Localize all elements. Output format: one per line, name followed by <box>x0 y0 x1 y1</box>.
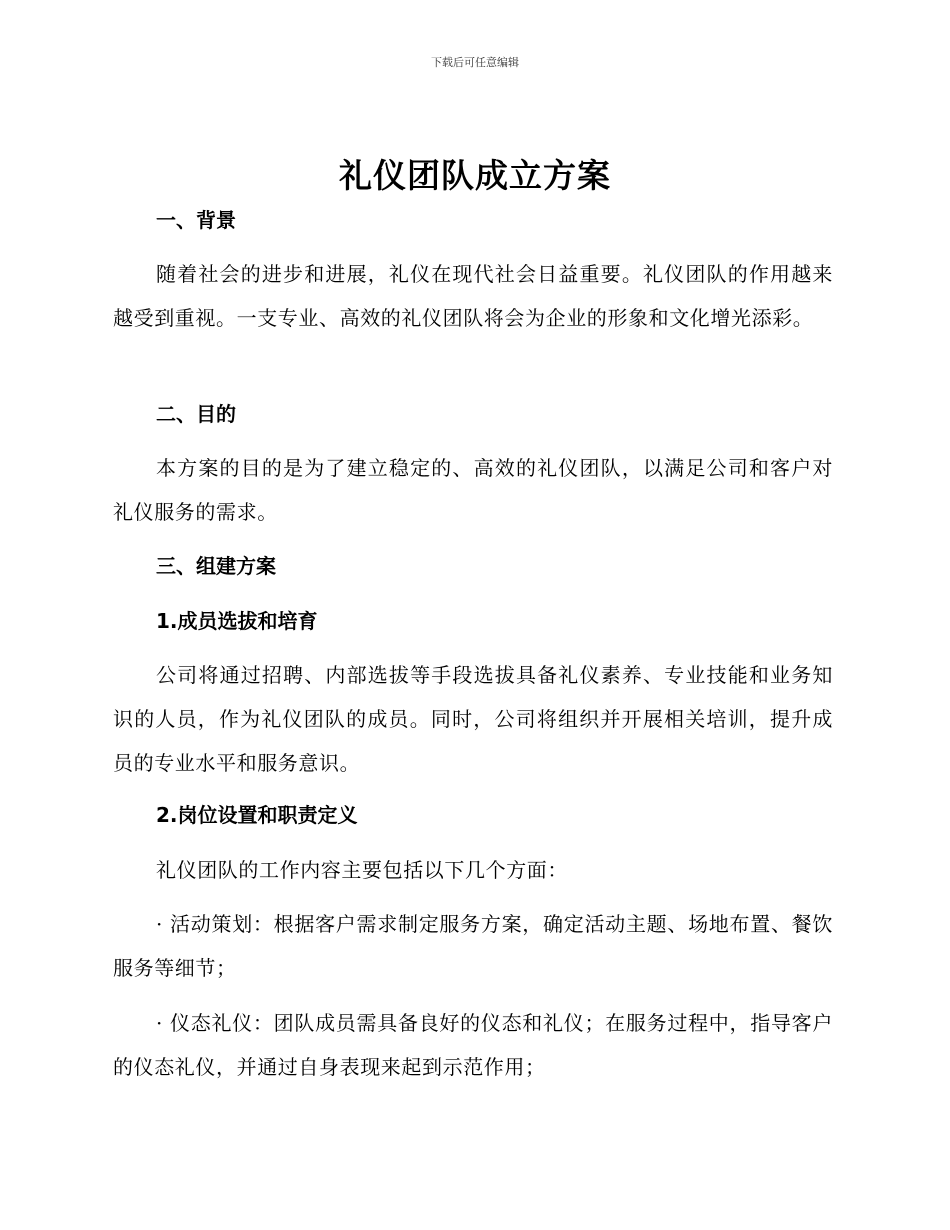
paragraph-member-selection <box>113 653 833 785</box>
section-heading-background <box>113 206 833 234</box>
heading-text: 二、目的 <box>156 402 236 426</box>
paragraph-text: 公司将通过招聘、内部选拔等手段选拔具备礼仪素养、专业技能和业务知识的人员，作为礼仪团队的成员。同时，公司将组织并开展相关培训，提升成员的专业水平和服务意识。 <box>113 663 833 775</box>
list-item-event-planning <box>113 902 833 990</box>
subheading-text: 2.岗位设置和职责定义 <box>156 803 358 827</box>
paragraph-text: 本方案的目的是为了建立稳定的、高效的礼仪团队，以满足公司和客户对礼仪服务的需求。 <box>113 456 833 524</box>
header-note: 下载后可任意编辑 <box>431 56 519 69</box>
list-item-text: · 仪态礼仪：团队成员需具备良好的仪态和礼仪；在服务过程中，指导客户的仪态礼仪，并通过自身表现来起到示范作用； <box>113 1011 833 1079</box>
paragraph-purpose <box>113 446 833 534</box>
paragraph-text: 随着社会的进步和进展，礼仪在现代社会日益重要。礼仪团队的作用越来越受到重视。一支专业、高效的礼仪团队将会为企业的形象和文化增光添彩。 <box>113 262 833 330</box>
heading-text: 三、组建方案 <box>156 554 276 578</box>
paragraph-background <box>113 252 833 340</box>
document-title: 礼仪团队成立方案 <box>339 156 611 195</box>
paragraph-text: 礼仪团队的工作内容主要包括以下几个方面： <box>156 858 568 882</box>
paragraph-position-intro <box>113 848 833 892</box>
list-item-etiquette <box>113 1001 833 1089</box>
heading-text: 一、背景 <box>156 208 236 232</box>
list-item-text: · 活动策划：根据客户需求制定服务方案，确定活动主题、场地布置、餐饮服务等细节； <box>113 912 833 980</box>
section-heading-plan <box>113 552 833 580</box>
subheading-member-selection <box>113 607 833 635</box>
subheading-position-setup <box>113 801 833 829</box>
subheading-text: 1.成员选拔和培育 <box>156 609 318 633</box>
section-heading-purpose <box>113 400 833 428</box>
